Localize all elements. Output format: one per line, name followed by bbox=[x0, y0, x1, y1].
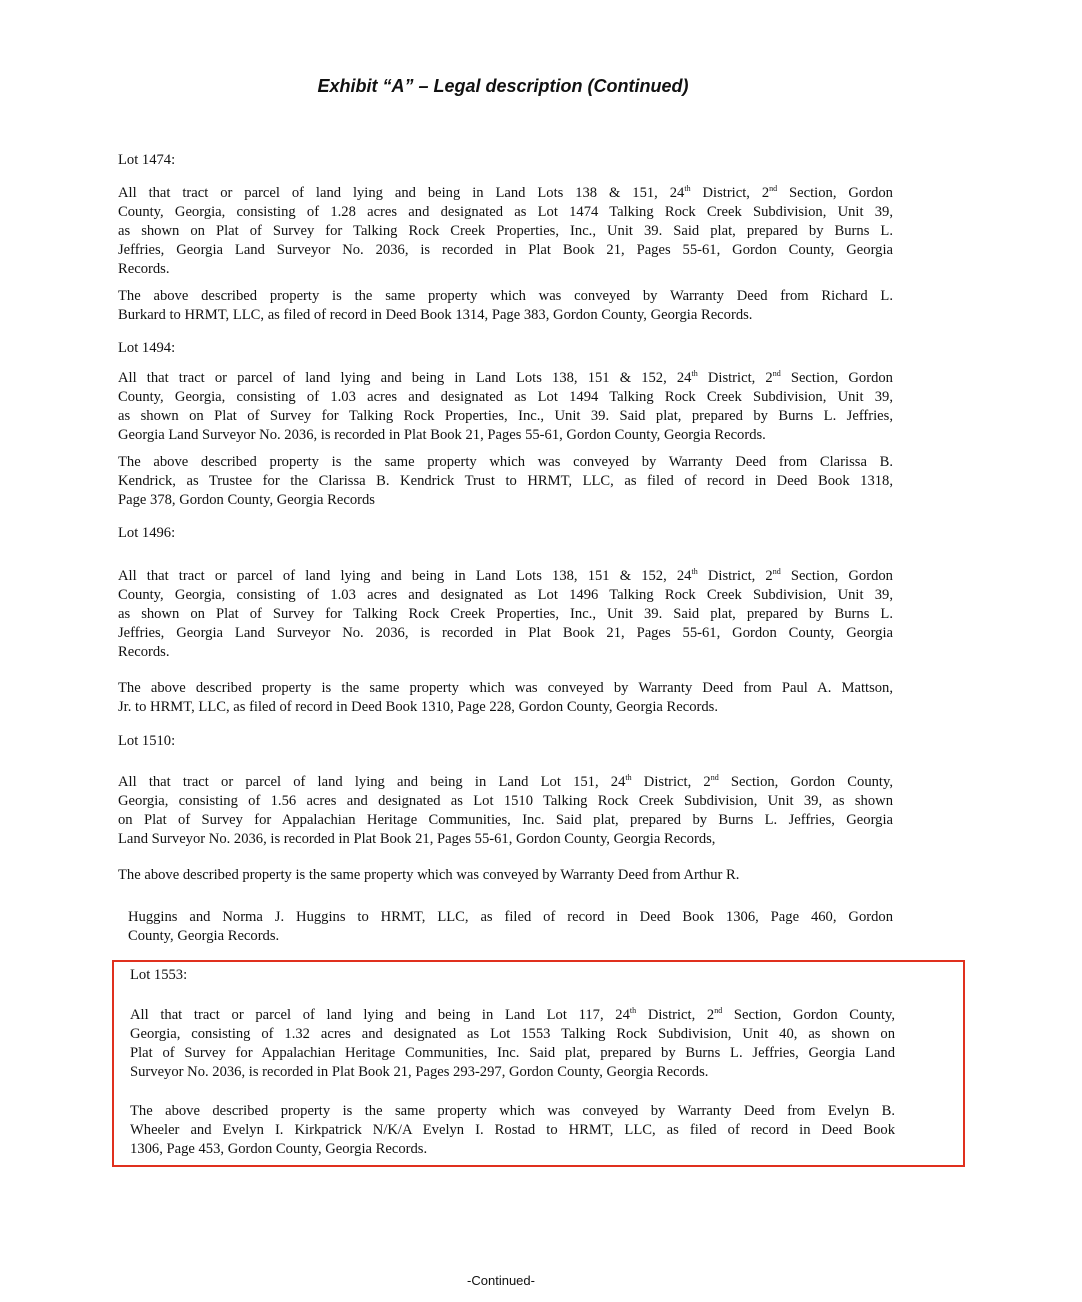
text-line: Records. bbox=[118, 644, 170, 660]
text-line: 1306, Page 453, Gordon County, Georgia Records. bbox=[130, 1141, 428, 1157]
text-line: County, Georgia Records. bbox=[128, 928, 280, 944]
lot-label: Lot 1494: bbox=[118, 340, 176, 356]
text-line: Wheeler and Evelyn I. Kirkpatrick N/K/A Evelyn I. Rostad to HRMT, LLC, as filed of record in Deed Book bbox=[130, 1122, 895, 1138]
lot-conveyance bbox=[118, 866, 893, 885]
text-line: as shown on Plat of Survey for Talking Rock Properties, Inc., Unit 39. Said plat, prepared by Burns L. Jeffries, bbox=[118, 408, 893, 424]
text-line: Page 378, Gordon County, Georgia Records bbox=[118, 492, 375, 508]
text-line: Burkard to HRMT, LLC, as filed of record in Deed Book 1314, Page 383, Gordon County, Georgia Records. bbox=[118, 307, 753, 323]
page-footer: -Continued- bbox=[467, 1273, 535, 1288]
text-line: Land Surveyor No. 2036, is recorded in Plat Book 21, Pages 55-61, Gordon County, Georgia Records, bbox=[118, 831, 716, 847]
text-line: Records. bbox=[118, 261, 170, 277]
lot-label: Lot 1510: bbox=[118, 733, 176, 749]
text-line: All that tract or parcel of land lying and being in Land Lot 151, 24th District, 2nd Section, Gordon County, bbox=[118, 773, 893, 790]
lot-conveyance bbox=[130, 1102, 895, 1159]
text-line: Jeffries, Georgia Land Surveyor No. 2036, is recorded in Plat Book 21, Pages 55-61, Gordon County, Georgia bbox=[118, 242, 893, 258]
text-line: Huggins and Norma J. Huggins to HRMT, LLC, as filed of record in Deed Book 1306, Page 460, Gordon bbox=[128, 909, 893, 925]
text-line: Surveyor No. 2036, is recorded in Plat Book 21, Pages 293-297, Gordon County, Georgia Records. bbox=[130, 1064, 709, 1080]
lot-conveyance-continued bbox=[128, 908, 893, 946]
text-line: as shown on Plat of Survey for Talking Rock Creek Properties, Inc., Unit 39. Said plat, prepared by Burns L. bbox=[118, 223, 893, 239]
text-line: The above described property is the same property which was conveyed by Warranty Deed from Richard L. bbox=[118, 288, 893, 304]
lot-conveyance bbox=[118, 679, 893, 717]
text-line: County, Georgia, consisting of 1.28 acres and designated as Lot 1474 Talking Rock Creek Subdivision, Unit 39, bbox=[118, 204, 893, 220]
lot-description bbox=[118, 184, 893, 279]
text-line: All that tract or parcel of land lying and being in Land Lots 138, 151 & 152, 24th District, 2nd Section, Gordon bbox=[118, 567, 893, 584]
text-line: Kendrick, as Trustee for the Clarissa B. Kendrick Trust to HRMT, LLC, as filed of record in Deed Book 1318, bbox=[118, 473, 893, 489]
text-line: on Plat of Survey for Appalachian Heritage Communities, Inc. Said plat, prepared by Burns L. Jeffries, Georgia bbox=[118, 812, 893, 828]
lot-conveyance bbox=[118, 453, 893, 510]
text-line: All that tract or parcel of land lying and being in Land Lot 117, 24th District, 2nd Section, Gordon County, bbox=[130, 1006, 895, 1023]
text-line: Georgia, consisting of 1.56 acres and designated as Lot 1510 Talking Rock Creek Subdivision, Unit 39, as shown bbox=[118, 793, 893, 809]
text-line: All that tract or parcel of land lying and being in Land Lots 138 & 151, 24th District, 2nd Section, Gordon bbox=[118, 184, 893, 201]
text-line: Georgia Land Surveyor No. 2036, is recorded in Plat Book 21, Pages 55-61, Gordon County, Georgia Records. bbox=[118, 427, 766, 443]
lot-description bbox=[118, 567, 893, 662]
text-line: as shown on Plat of Survey for Talking Rock Creek Properties, Inc., Unit 39. Said plat, prepared by Burns L. bbox=[118, 606, 893, 622]
text-line: The above described property is the same property which was conveyed by Warranty Deed from Clarissa B. bbox=[118, 454, 893, 470]
lot-label: Lot 1496: bbox=[118, 525, 176, 541]
text-line: The above described property is the same property which was conveyed by Warranty Deed from Arthur R. bbox=[118, 867, 740, 883]
text-line: Georgia, consisting of 1.32 acres and designated as Lot 1553 Talking Rock Subdivision, Unit 40, as shown on bbox=[130, 1026, 895, 1042]
text-line: Jr. to HRMT, LLC, as filed of record in Deed Book 1310, Page 228, Gordon County, Georgia Records. bbox=[118, 699, 719, 715]
text-line: County, Georgia, consisting of 1.03 acres and designated as Lot 1494 Talking Rock Creek Subdivision, Unit 39, bbox=[118, 389, 893, 405]
text-line: The above described property is the same property which was conveyed by Warranty Deed from Evelyn B. bbox=[130, 1103, 895, 1119]
text-line: All that tract or parcel of land lying and being in Land Lots 138, 151 & 152, 24th District, 2nd Section, Gordon bbox=[118, 369, 893, 386]
text-line: County, Georgia, consisting of 1.03 acres and designated as Lot 1496 Talking Rock Creek Subdivision, Unit 39, bbox=[118, 587, 893, 603]
lot-description bbox=[118, 369, 893, 445]
lot-description bbox=[130, 1006, 895, 1082]
lot-conveyance bbox=[118, 287, 893, 325]
lot-description bbox=[118, 773, 893, 849]
text-line: The above described property is the same property which was conveyed by Warranty Deed from Paul A. Mattson, bbox=[118, 680, 893, 696]
lot-label: Lot 1553: bbox=[130, 967, 188, 983]
lot-label: Lot 1474: bbox=[118, 152, 176, 168]
text-line: Plat of Survey for Appalachian Heritage Communities, Inc. Said plat, prepared by Burns L. Jeffries, Georgia Land bbox=[130, 1045, 895, 1061]
exhibit-title: Exhibit “A” – Legal description (Continued) bbox=[317, 76, 689, 96]
text-line: Jeffries, Georgia Land Surveyor No. 2036, is recorded in Plat Book 21, Pages 55-61, Gordon County, Georgia bbox=[118, 625, 893, 641]
